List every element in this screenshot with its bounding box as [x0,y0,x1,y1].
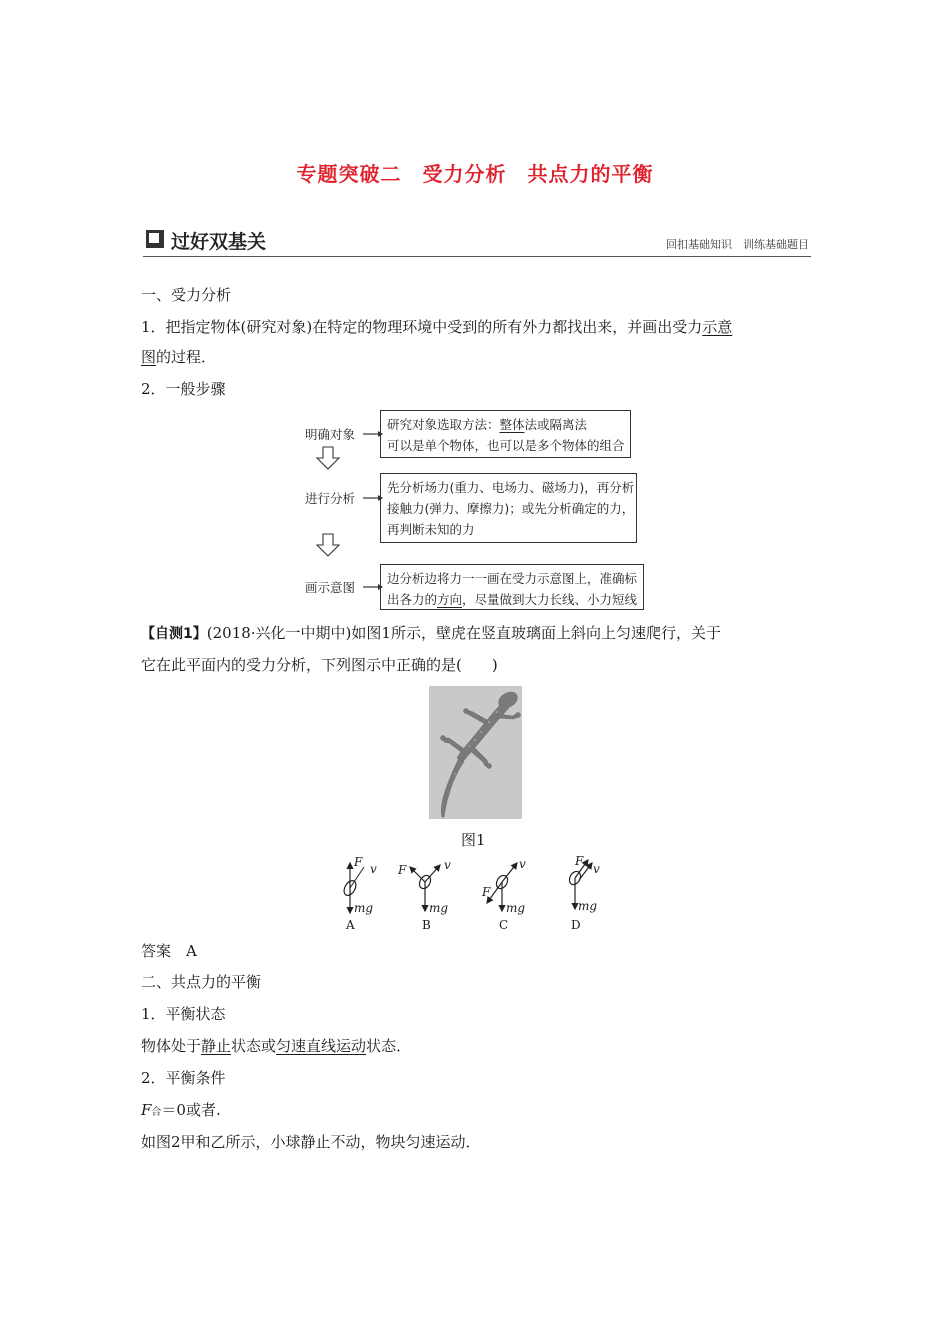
step1-line2: 可以是单个物体，也可以是多个物体的组合 [387,438,625,453]
option-d-weight: mg [578,899,598,913]
section-subtitle: 回扣基础知识 训练基础题目 [666,238,809,251]
p2-text-a: 物体处于 [141,1037,202,1055]
option-b-velocity: v [444,858,451,872]
section-square-icon [146,230,164,248]
step1-text-b: 法或隔离法 [524,417,588,432]
step1-label: 明确对象 [305,427,356,442]
option-c-force: F [482,885,491,899]
gecko-photo [429,686,522,819]
option-a-label: A [346,918,355,932]
condition-force-symbol: F [141,1101,152,1119]
step2-line2: 接触力(弹力、摩擦力)；或先分析确定的力， [387,501,635,516]
step3-text-a: 出各力的 [387,592,438,607]
option-c-label: C [499,918,509,932]
p2-text-b: 状态或 [231,1037,277,1055]
item1-line1 [141,317,732,337]
step1-line1 [387,414,624,435]
p2-item1-text [141,1036,411,1056]
option-a-velocity: v [370,862,377,876]
option-b-label: B [422,918,431,932]
part2-heading: 二、共点力的平衡 [141,973,262,991]
step1-box [380,410,631,458]
item1-text: 1．把指定物体(研究对象)在特定的物理环境中受到的所有外力都找出来，并画出受力 [141,318,703,336]
selftest-line1 [141,623,721,644]
step3-label: 画示意图 [305,580,356,595]
selftest-line2: 它在此平面内的受力分析，下列图示中正确的是( ) [141,656,498,674]
section-title: 过好双基关 [171,231,267,253]
answer: 答案 A [141,942,197,960]
condition-subscript: 合 [151,1107,162,1118]
step2-box [380,473,637,543]
item1-underlined-a: 示意 [702,318,733,336]
step3-underlined: 方向 [437,592,463,607]
selftest-tag: 【自测1】 [141,626,207,642]
item1-text-after: 的过程． [156,348,217,366]
option-b-force: F [398,863,407,877]
p2-underlined-uniform-motion: 匀速直线运动 [276,1037,367,1055]
flowchart [305,410,645,610]
p2-underlined-static: 静止 [201,1037,232,1055]
last-line: 如图2甲和乙所示，小球静止不动，物块匀速运动． [141,1133,481,1151]
equilibrium-condition [141,1100,221,1123]
step3-line1: 边分析边将力一一画在受力示意图上，准确标 [387,571,638,586]
option-d-force: F [575,854,584,868]
option-c-velocity: v [519,857,526,871]
step3-box [380,564,644,610]
figure1-caption: 图1 [461,831,486,849]
option-a-force: F [354,855,363,869]
item1-underlined-b: 图 [141,348,157,366]
step1-underlined: 整体 [499,417,525,432]
step2-line3: 再判断未知的力 [387,522,475,537]
selftest-text1: (2018·兴化一中期中)如图1所示，壁虎在竖直玻璃面上斜向上匀速爬行，关于 [206,624,721,642]
gecko-image [429,686,522,819]
p2-item1-heading: 1．平衡状态 [141,1005,226,1023]
part1-heading: 一、受力分析 [141,286,232,304]
step2-label: 进行分析 [305,491,356,506]
option-b-weight: mg [429,901,449,915]
condition-rest: ＝0或者. [161,1101,221,1119]
option-a-weight: mg [354,901,374,915]
option-c-weight: mg [506,901,526,915]
options-figure [330,855,620,935]
step3-line2 [387,589,637,610]
section-header [143,226,811,257]
step2-line1: 先分析场力(重力、电场力、磁场力)，再分析 [387,480,635,495]
p2-text-c: 状态． [366,1037,412,1055]
option-d-label: D [571,918,581,932]
step3-text-b: ，尽量做到大力长线、小力短线 [462,592,638,607]
page-title: 专题突破二 受力分析 共点力的平衡 [296,162,654,186]
p2-item2-heading: 2．平衡条件 [141,1069,226,1087]
item2-heading: 2．一般步骤 [141,380,226,398]
item1-line2 [141,347,216,367]
option-d-velocity: v [593,862,600,876]
step1-text-a: 研究对象选取方法： [387,417,500,432]
